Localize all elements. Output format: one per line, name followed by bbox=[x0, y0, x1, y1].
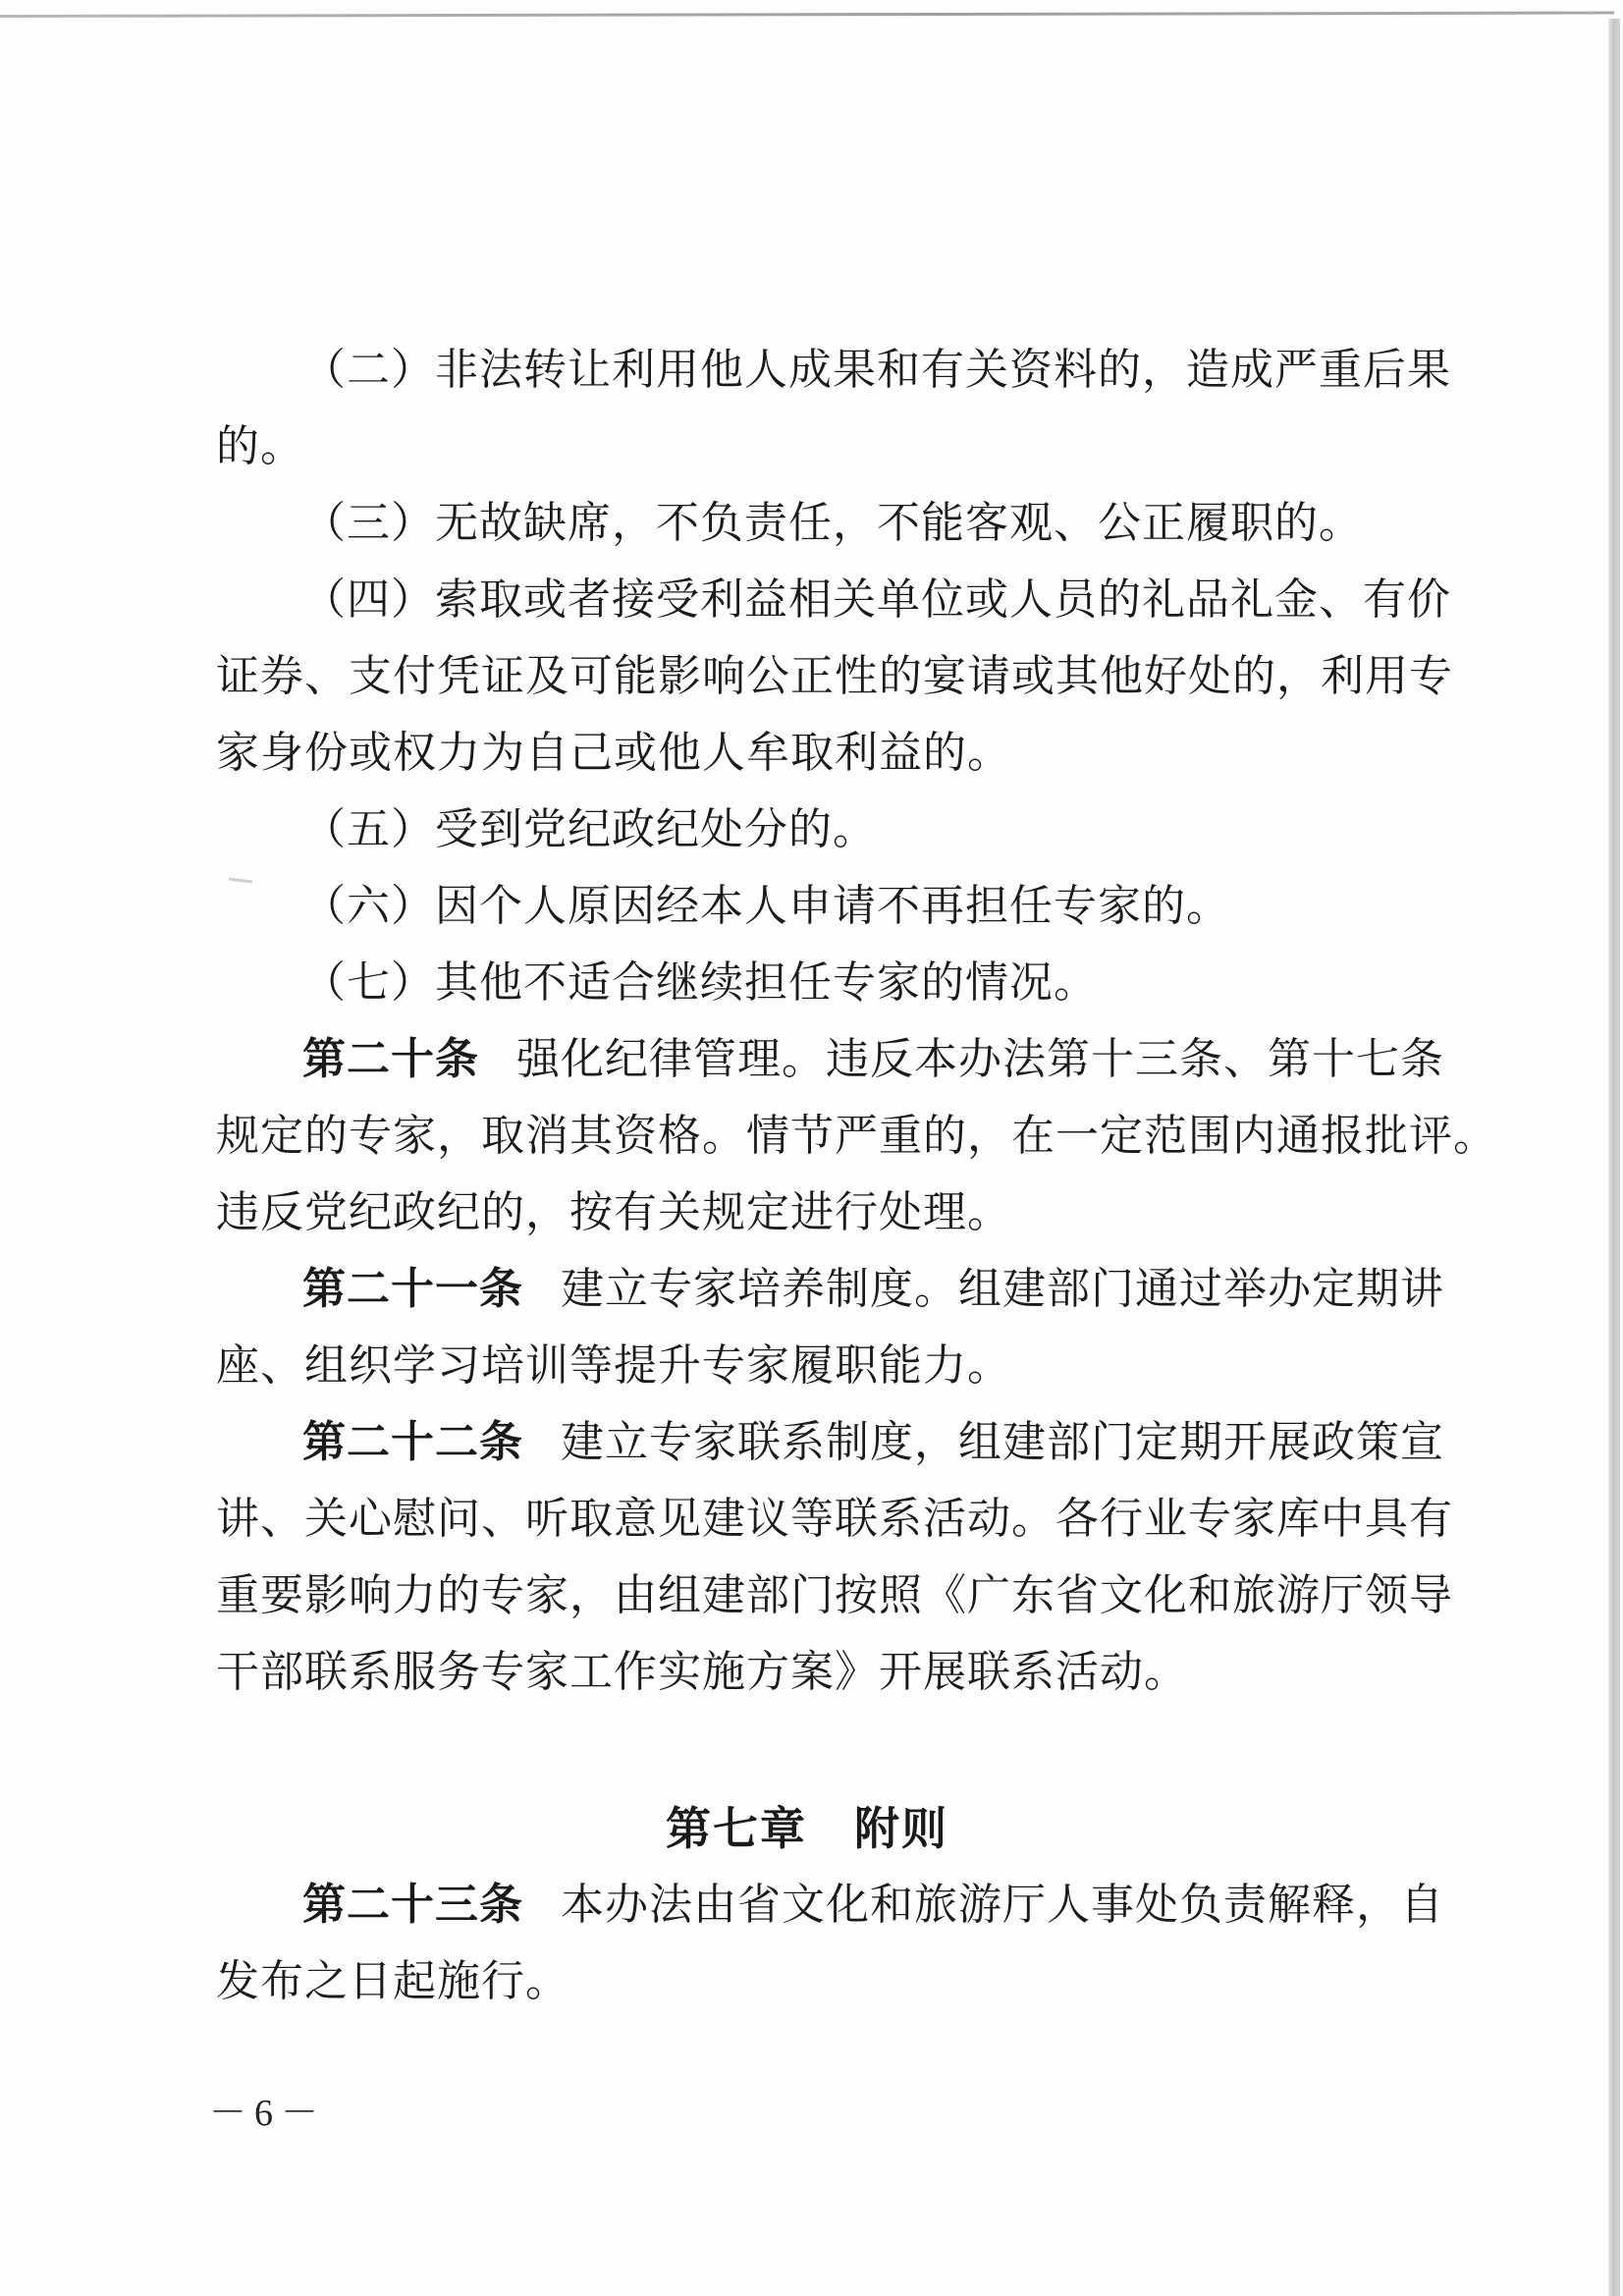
document-body bbox=[216, 332, 1497, 2020]
line-text: （五）受到党纪政纪处分的。 bbox=[302, 805, 877, 853]
line-text: 座、组织学习培训等提升专家履职能力。 bbox=[216, 1341, 1011, 1390]
text-line bbox=[216, 485, 1453, 562]
line-text: 本办法由省文化和旅游厅人事处负责解释，自 bbox=[561, 1881, 1444, 1929]
text-line bbox=[216, 1098, 1497, 1175]
page-number: －6－ bbox=[209, 2093, 327, 2134]
text-line bbox=[216, 945, 1453, 1021]
line-text: 发布之日起施行。 bbox=[216, 1957, 569, 2005]
text-line bbox=[216, 1481, 1453, 1558]
line-text: 家身份或权力为自己或他人牟取利益的。 bbox=[216, 729, 1011, 777]
line-text: 建立专家培养制度。组建部门通过举办定期讲 bbox=[561, 1265, 1444, 1313]
text-line bbox=[216, 1867, 1453, 1943]
line-text: （三）无故缺席，不负责任，不能客观、公正履职的。 bbox=[302, 499, 1363, 547]
line-text: 讲、关心慰问、听取意见建议等联系活动。各行业专家库中具有 bbox=[216, 1495, 1453, 1543]
scan-artifact-top-line bbox=[0, 12, 1614, 18]
text-line bbox=[216, 1634, 1453, 1711]
article-number: 第二十一条 bbox=[302, 1265, 523, 1313]
line-text: 违反党纪政纪的，按有关规定进行处理。 bbox=[216, 1188, 1011, 1236]
article-number: 第二十三条 bbox=[302, 1881, 523, 1929]
text-line bbox=[216, 1251, 1453, 1328]
line-text: 重要影响力的专家，由组建部门按照《广东省文化和旅游厅领导 bbox=[216, 1571, 1453, 1619]
article-number: 第二十二条 bbox=[302, 1418, 523, 1466]
text-line bbox=[216, 792, 1453, 868]
text-line bbox=[216, 1328, 1453, 1404]
text-line bbox=[216, 1175, 1453, 1251]
text-line bbox=[216, 868, 1453, 945]
line-text: （四）索取或者接受利益相关单位或人员的礼品礼金、有价 bbox=[302, 575, 1451, 624]
line-text: 建立专家联系制度，组建部门定期开展政策宣 bbox=[561, 1418, 1444, 1466]
line-text: （二）非法转让利用他人成果和有关资料的，造成严重后果 bbox=[302, 346, 1451, 394]
line-text: 的。 bbox=[216, 422, 304, 470]
text-line bbox=[216, 1943, 1453, 2020]
line-text: 强化纪律管理。违反本办法第十三条、第十七条 bbox=[516, 1035, 1444, 1083]
text-line bbox=[216, 1021, 1453, 1098]
line-text: 规定的专家，取消其资格。情节严重的，在一定范围内通报批评。 bbox=[216, 1112, 1497, 1160]
scan-artifact-right-band bbox=[1608, 19, 1620, 2296]
text-line bbox=[216, 638, 1453, 715]
article-number: 第二十条 bbox=[302, 1035, 479, 1083]
text-line bbox=[216, 1404, 1453, 1481]
line-text: （七）其他不适合继续担任专家的情况。 bbox=[302, 958, 1098, 1007]
line-text: 干部联系服务专家工作实施方案》开展联系活动。 bbox=[216, 1648, 1188, 1696]
text-line bbox=[216, 409, 1453, 485]
text-line bbox=[216, 332, 1453, 409]
chapter-heading: 第七章 附则 bbox=[666, 1803, 948, 1854]
line-text: （六）因个人原因经本人申请不再担任专家的。 bbox=[302, 882, 1230, 930]
text-line bbox=[216, 715, 1453, 792]
line-text: 证券、支付凭证及可能影响公正性的宴请或其他好处的，利用专 bbox=[216, 652, 1453, 700]
text-line bbox=[216, 1558, 1453, 1634]
text-line bbox=[216, 562, 1453, 638]
